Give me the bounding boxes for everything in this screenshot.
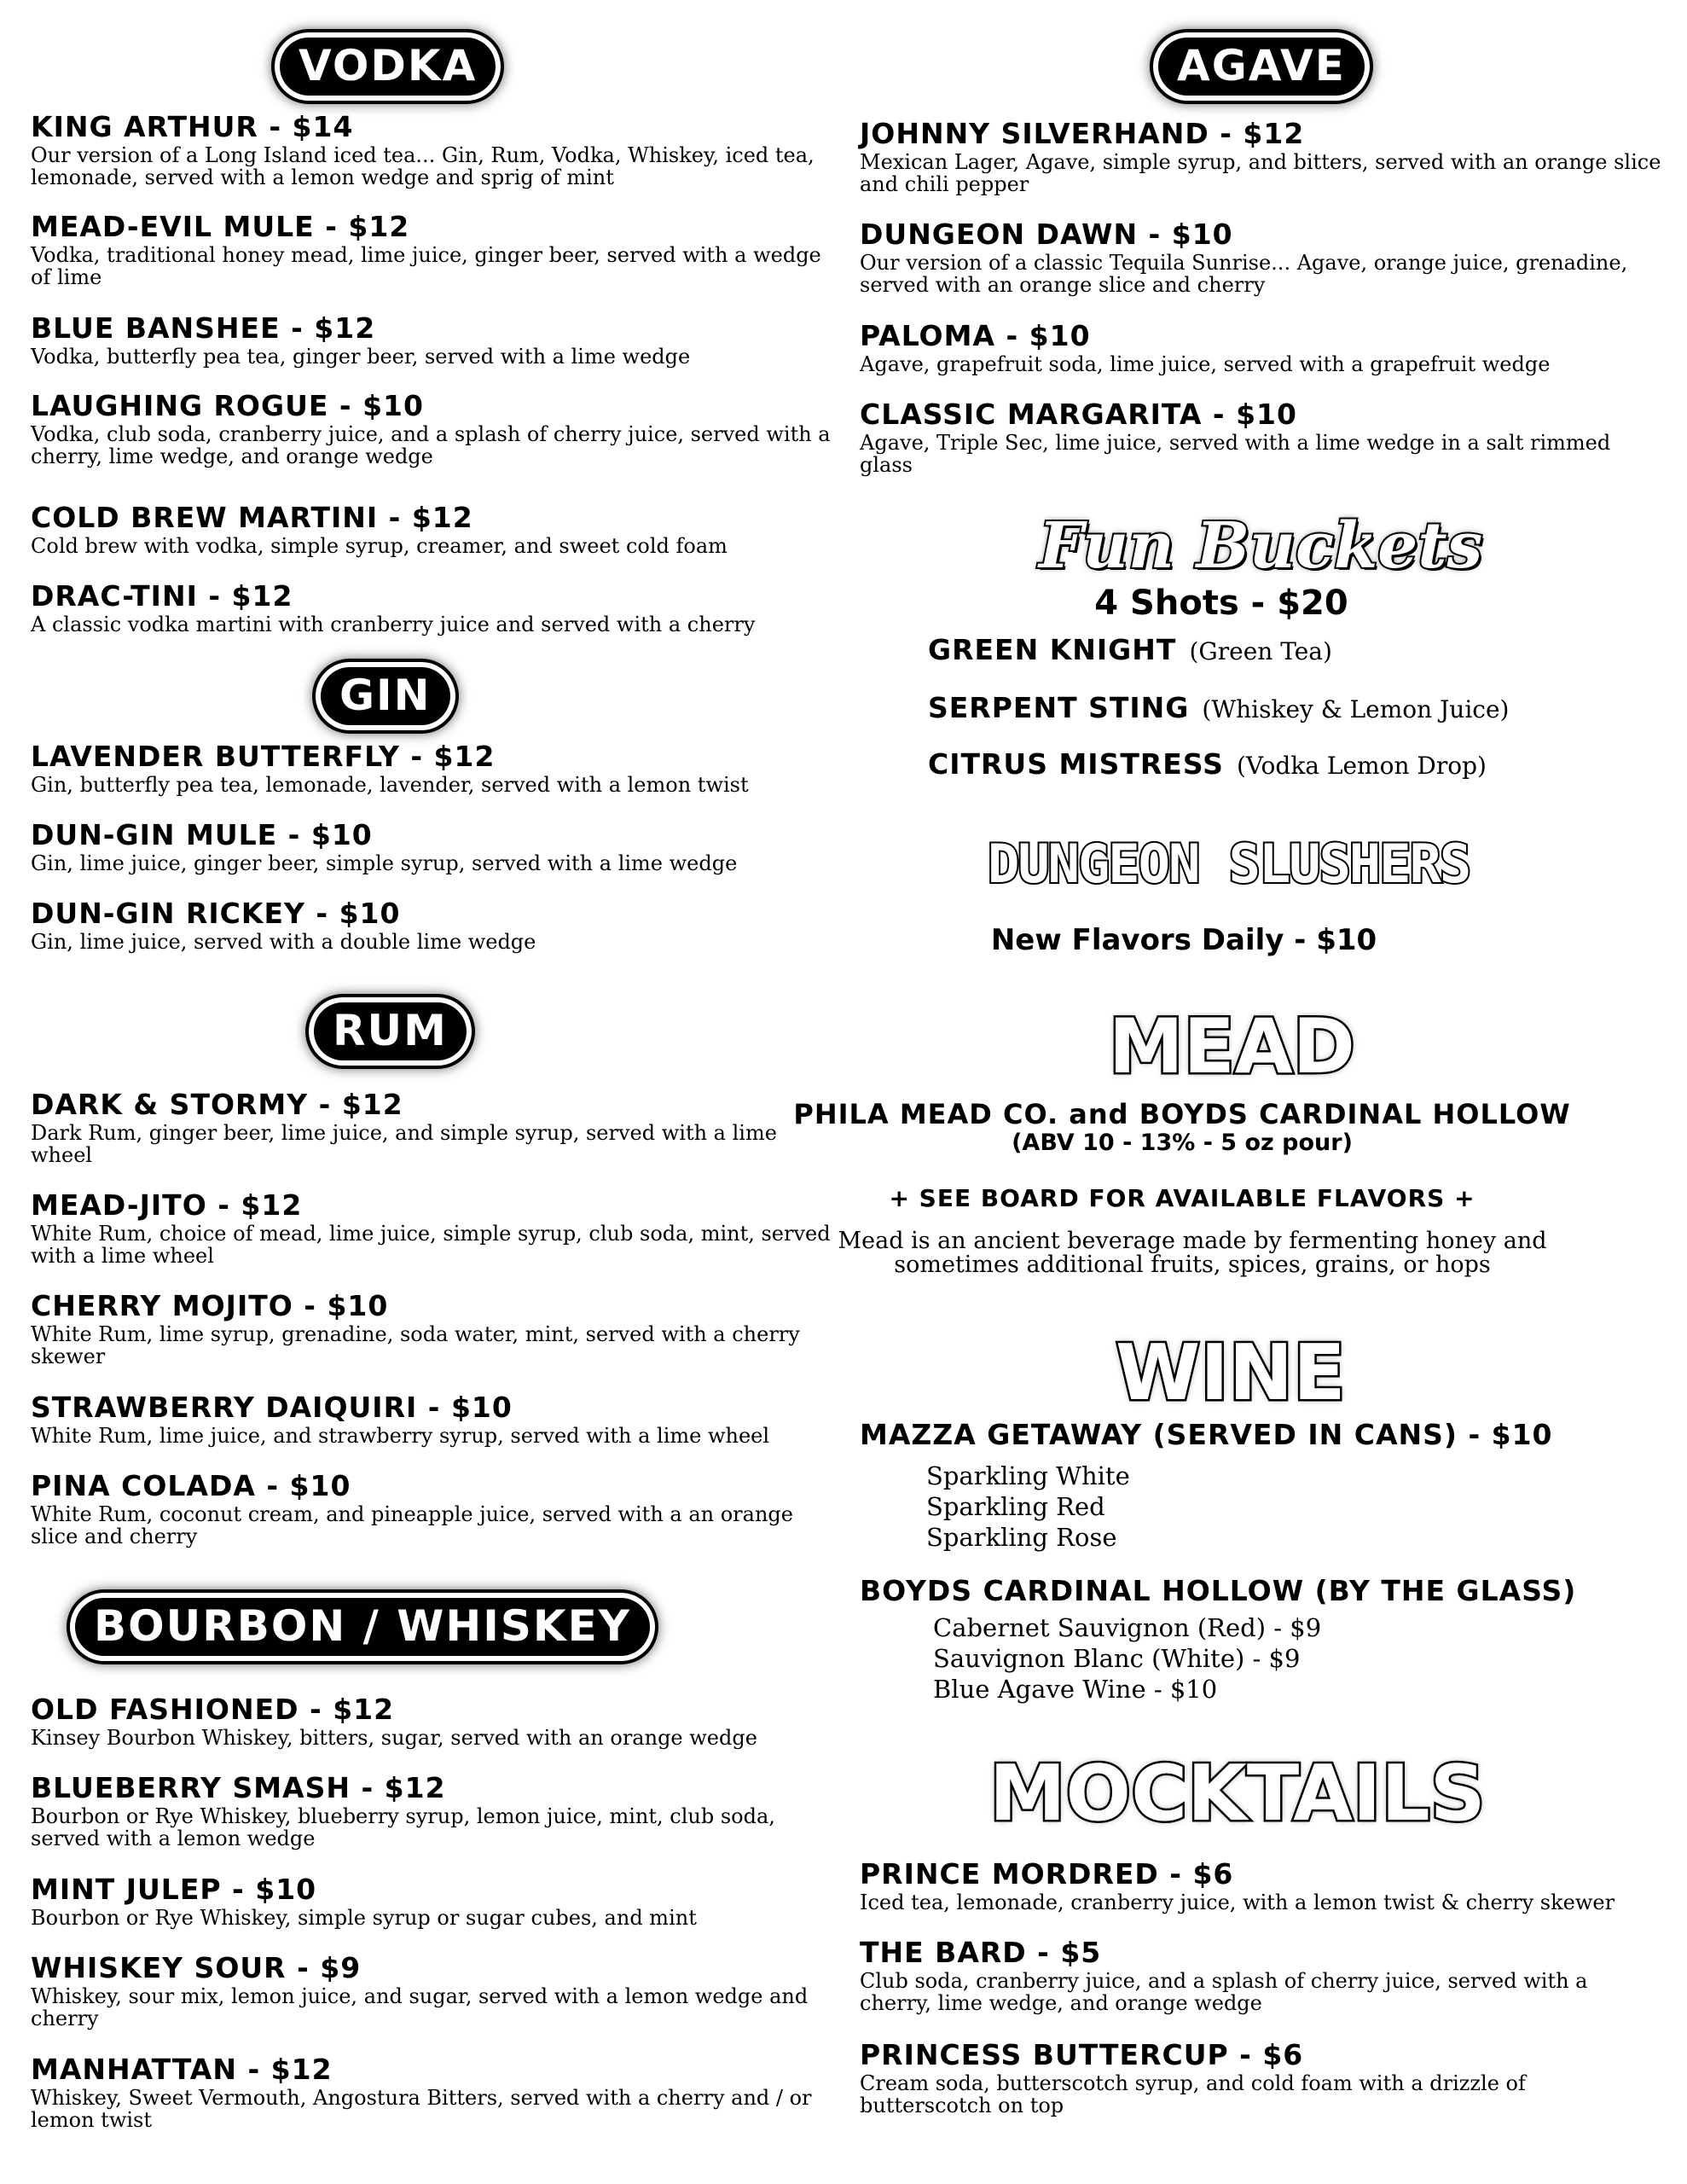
item-name: BLUE BANSHEE - $12: [31, 311, 376, 345]
item-name: STRAWBERRY DAIQUIRI - $10: [31, 1391, 513, 1424]
item-description: Whiskey, Sweet Vermouth, Angostura Bitters, served with a cherry and / or lemon twist: [31, 2086, 812, 2132]
wine-option: Blue Agave Wine - $10: [933, 1675, 1218, 1704]
menu-item: [860, 118, 1661, 195]
item-name: MINT JULEP - $10: [31, 1873, 317, 1906]
item-description: Gin, butterfly pea tea, lemonade, lavender, served with a lemon twist: [31, 773, 749, 797]
wine-option: Sparkling White: [926, 1461, 1130, 1490]
menu-item: [31, 390, 832, 468]
item-name: LAUGHING ROGUE - $10: [31, 389, 424, 422]
item-description: Whiskey, sour mix, lemon juice, and sugar, served with a lemon wedge and cherry: [31, 1984, 809, 2030]
item-description: Vodka, club soda, cranberry juice, and a splash of cherry juice, served with a cherry, lime wedge, and orange wedge: [31, 422, 831, 468]
menu-item: [31, 1772, 832, 1850]
item-name: WHISKEY SOUR - $9: [31, 1951, 362, 1984]
item-description: Gin, lime juice, ginger beer, simple syrup, served with a lime wedge: [31, 851, 738, 875]
item-description: Bourbon or Rye Whiskey, simple syrup or sugar cubes, and mint: [31, 1906, 697, 1930]
shot-item: [928, 691, 1509, 724]
item-description: Iced tea, lemonade, cranberry juice, with a lemon twist & cherry skewer: [860, 1891, 1615, 1914]
item-name: CHERRY MOJITO - $10: [31, 1289, 389, 1322]
item-description: Vodka, traditional honey mead, lime juice, ginger beer, served with a wedge of lime: [31, 243, 821, 289]
menu-item: [860, 1858, 1661, 1914]
item-name: COLD BREW MARTINI - $12: [31, 501, 473, 534]
bourbon-whiskey-heading: BOURBON / WHISKEY: [75, 1598, 650, 1656]
menu-item: [31, 211, 832, 288]
mead-abv: (ABV 10 - 13% - 5 oz pour): [1012, 1130, 1353, 1156]
item-description: Our version of a Long Island iced tea... Gin, Rum, Vodka, Whiskey, iced tea, lemonade, served with a lemon wedge and sprig of mint: [31, 143, 815, 189]
menu-item: [31, 1391, 832, 1447]
menu-item: [31, 897, 832, 953]
wine-option: Cabernet Sauvignon (Red) - $9: [933, 1613, 1322, 1642]
shot-name: CITRUS MISTRESS: [928, 747, 1224, 781]
item-description: Kinsey Bourbon Whiskey, bitters, sugar, served with an orange wedge: [31, 1726, 757, 1750]
item-description: Our version of a classic Tequila Sunrise... Agave, orange juice, grenadine, served with an orange slice and cherry: [860, 251, 1628, 297]
item-name: PRINCESS BUTTERCUP - $6: [860, 2038, 1304, 2071]
item-description: White Rum, choice of mead, lime juice, simple syrup, club soda, mint, served with a lime wheel: [31, 1222, 831, 1268]
menu-item: [31, 1693, 832, 1749]
shot-name: SERPENT STING: [928, 691, 1190, 724]
item-name: PINA COLADA - $10: [31, 1469, 351, 1502]
shot-note: (Vodka Lemon Drop): [1236, 752, 1487, 780]
menu-item: [31, 741, 832, 796]
item-name: LAVENDER BUTTERFLY - $12: [31, 740, 496, 773]
item-description: White Rum, lime syrup, grenadine, soda water, mint, served with a cherry skewer: [31, 1322, 800, 1368]
vodka-heading: VODKA: [280, 38, 496, 96]
item-name: MEAD-EVIL MULE - $12: [31, 210, 410, 243]
item-description: Vodka, butterfly pea tea, ginger beer, served with a lime wedge: [31, 345, 691, 369]
item-name: OLD FASHIONED - $12: [31, 1693, 395, 1726]
item-description: Gin, lime juice, served with a double lime wedge: [31, 930, 536, 954]
gin-heading: GIN: [321, 667, 450, 725]
menu-item: [860, 2039, 1661, 2117]
agave-heading: AGAVE: [1158, 38, 1365, 96]
menu-item: [31, 502, 832, 557]
menu-item: [31, 312, 832, 368]
item-name: DUN-GIN MULE - $10: [31, 818, 373, 851]
item-name: MEAD-JITO - $12: [31, 1188, 303, 1222]
item-name: KING ARTHUR - $14: [31, 110, 354, 143]
dungeon-slushers-heading: DUNGEON SLUSHERS: [988, 833, 1470, 895]
menu-item: [31, 2053, 832, 2131]
mocktails-heading: MOCKTAILS: [989, 1749, 1486, 1838]
item-description: Agave, Triple Sec, lime juice, served with a lime wedge in a salt rimmed glass: [860, 431, 1611, 477]
item-description: Bourbon or Rye Whiskey, blueberry syrup, lemon juice, mint, club soda, served with a lemon wedge: [31, 1804, 775, 1850]
item-name: PRINCE MORDRED - $6: [860, 1857, 1234, 1891]
item-description: Club soda, cranberry juice, and a splash of cherry juice, served with a cherry, lime wedge, and orange wedge: [860, 1969, 1588, 2015]
menu-item: [31, 1189, 832, 1267]
item-name: THE BARD - $5: [860, 1936, 1102, 1969]
item-name: DUN-GIN RICKEY - $10: [31, 897, 401, 930]
menu-item: [860, 320, 1661, 375]
shot-note: (Green Tea): [1189, 637, 1332, 665]
menu-item: [31, 1873, 832, 1929]
menu-item: [31, 111, 832, 189]
item-description: A classic vodka martini with cranberry juice and served with a cherry: [31, 613, 756, 636]
mead-description: Mead is an ancient beverage made by fermenting honey and sometimes additional fruits, spices, grains, or hops: [838, 1228, 1547, 1278]
item-name: DUNGEON DAWN - $10: [860, 218, 1233, 251]
mead-board-note: + SEE BOARD FOR AVAILABLE FLAVORS +: [889, 1184, 1475, 1212]
shot-item: [928, 747, 1487, 781]
item-description: Cream soda, butterscotch syrup, and cold foam with a drizzle of butterscotch on top: [860, 2071, 1526, 2117]
mazza-options: [926, 1461, 1130, 1553]
rum-heading: RUM: [314, 1002, 467, 1060]
item-name: MAZZA GETAWAY (SERVED IN CANS) - $10: [860, 1418, 1553, 1451]
item-name: DARK & STORMY - $12: [31, 1088, 403, 1121]
shot-name: GREEN KNIGHT: [928, 633, 1177, 666]
item-description: Agave, grapefruit soda, lime juice, served with a grapefruit wedge: [860, 352, 1551, 376]
item-description: White Rum, coconut cream, and pineapple juice, served with a an orange slice and cherry: [31, 1502, 793, 1548]
menu-item: [31, 580, 832, 636]
item-name: CLASSIC MARGARITA - $10: [860, 398, 1297, 431]
item-name: BLUEBERRY SMASH - $12: [31, 1771, 446, 1804]
item-name: PALOMA - $10: [860, 319, 1091, 352]
item-name: BOYDS CARDINAL HOLLOW (BY THE GLASS): [860, 1574, 1577, 1607]
shot-item: [928, 633, 1332, 666]
slushers-subtitle: New Flavors Daily - $10: [990, 923, 1377, 957]
wine-heading: WINE: [1116, 1328, 1346, 1418]
item-name: MANHATTAN - $12: [31, 2053, 333, 2086]
mead-heading: MEAD: [1109, 1002, 1355, 1090]
menu-item: [860, 1937, 1661, 2014]
item-description: Cold brew with vodka, simple syrup, creamer, and sweet cold foam: [31, 534, 728, 558]
boyds-options: [933, 1612, 1321, 1705]
mead-producer: PHILA MEAD CO. and BOYDS CARDINAL HOLLOW: [793, 1098, 1571, 1130]
item-name: DRAC-TINI - $12: [31, 579, 293, 613]
wine-option: Sparkling Rose: [926, 1523, 1117, 1552]
wine-option: Sauvignon Blanc (White) - $9: [933, 1644, 1301, 1673]
item-description: Mexican Lager, Agave, simple syrup, and bitters, served with an orange slice and chili pepper: [860, 150, 1661, 196]
item-description: White Rum, lime juice, and strawberry syrup, served with a lime wheel: [31, 1424, 770, 1448]
wine-item-boyds: [860, 1575, 1661, 1607]
menu-item: [860, 218, 1661, 296]
menu-item: [31, 1952, 832, 2030]
fun-buckets-heading: Fun Buckets: [1039, 509, 1483, 583]
wine-option: Sparkling Red: [926, 1492, 1105, 1521]
item-name: JOHNNY SILVERHAND - $12: [860, 117, 1305, 150]
menu-item: [31, 1290, 832, 1368]
shot-note: (Whiskey & Lemon Juice): [1202, 695, 1510, 723]
menu-item: [31, 819, 832, 874]
menu-item: [860, 398, 1661, 476]
fun-buckets-price: 4 Shots - $20: [1094, 584, 1348, 623]
item-description: Dark Rum, ginger beer, lime juice, and simple syrup, served with a lime wheel: [31, 1121, 777, 1167]
wine-item-mazza: [860, 1419, 1661, 1451]
menu-item: [31, 1470, 832, 1548]
menu-item: [31, 1089, 832, 1166]
